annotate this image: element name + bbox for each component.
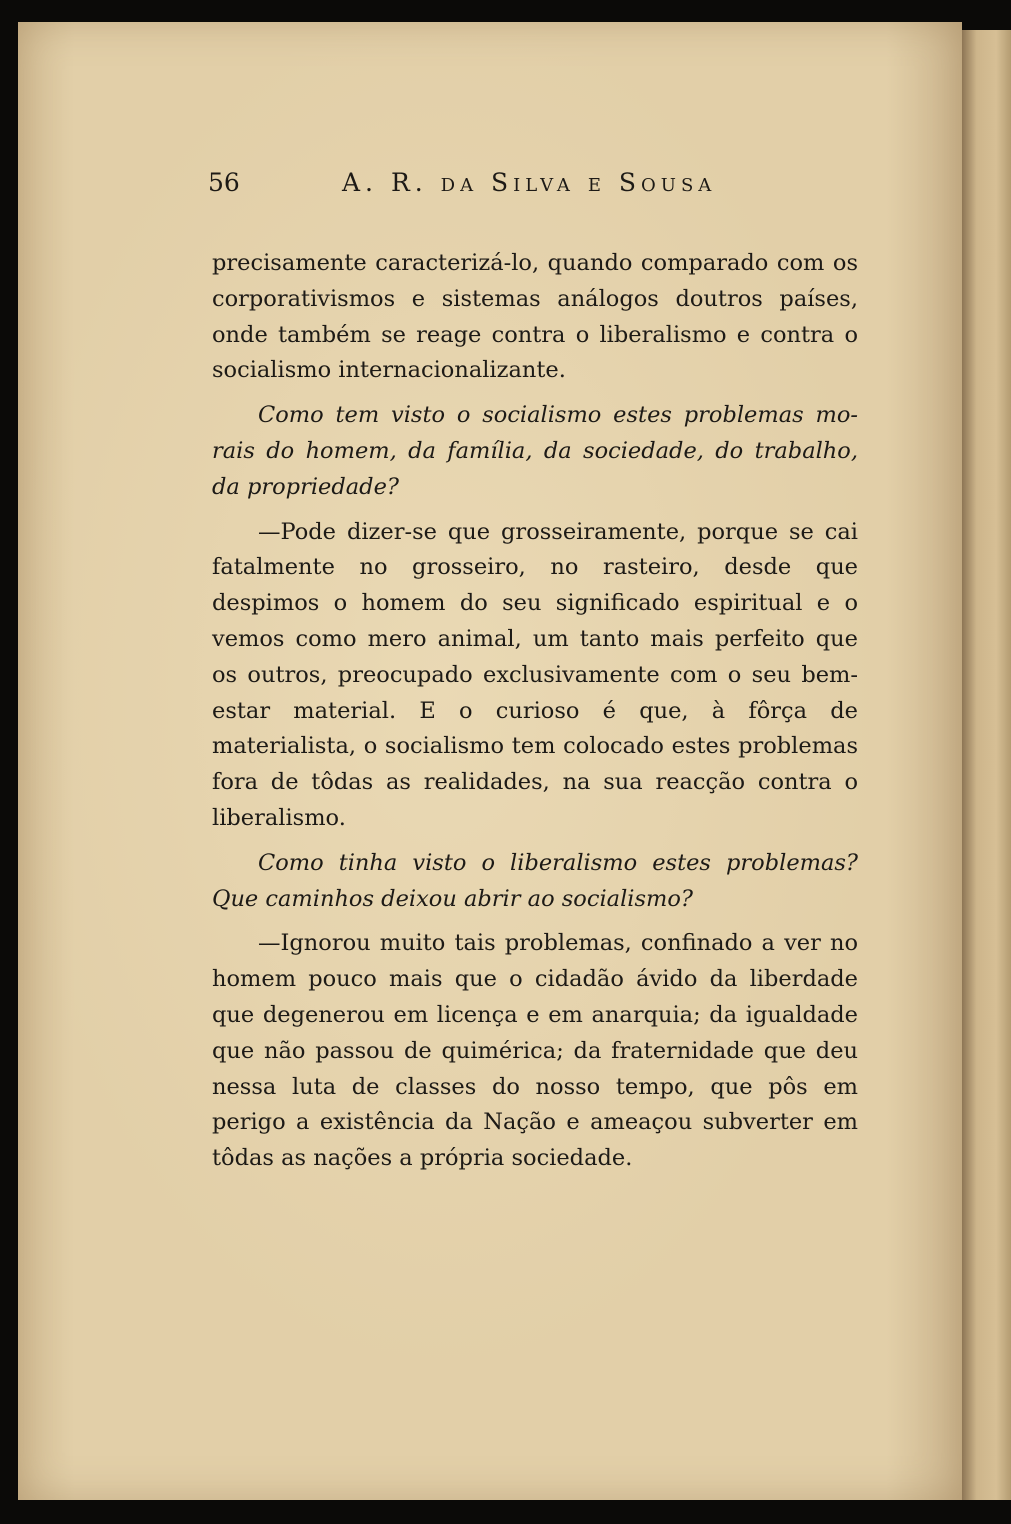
body-text xyxy=(212,246,858,1177)
interview-answer: —Ignorou muito tais problemas, confinado a ver no homem pouco mais que o cidadão ávido da liberdade que degenerou em licença e em anarquia; da igualdade que não passou de quimérica; da fraternidade que deu nessa luta de classes do nosso tempo, que pôs em perigo a existência da Nação e ameaçou subverter em tôdas as nações a própria sociedade. xyxy=(212,930,858,1172)
interview-answer: —Pode dizer-se que grosseiramente, porque se cai fatalmente no grosseiro, no rasteiro, desde que despimos o homem do seu significado espiritual e o vemos como mero animal, um tanto mais perfeito que os outros, preocupado exclusivamente com o seu bem-estar material. E o curioso é que, à fôrça de materialista, o socialismo tem colocado estes problemas fora de tôdas as realidades, na sua reacção contra o liberalismo. xyxy=(212,518,858,831)
interview-question: Como tem visto o socialismo estes problemas morais do homem, da família, da sociedade, do trabalho, da propriedade? xyxy=(212,402,858,500)
interview-question: Como tinha visto o liberalismo estes problemas? Que caminhos deixou abrir ao socialismo? xyxy=(212,849,858,912)
page-header xyxy=(208,168,908,208)
adjacent-page-edge xyxy=(962,30,1011,1500)
page-number: 56 xyxy=(208,168,240,197)
running-head: A. R. da Silva e Sousa xyxy=(342,168,717,197)
paragraph-continued: precisamente caracterizá-lo, quando comparado com os corporativismos e sistemas análogos doutros países, onde também se reage contra o liberalismo e contra o socialismo internacionalizante. xyxy=(212,250,858,384)
